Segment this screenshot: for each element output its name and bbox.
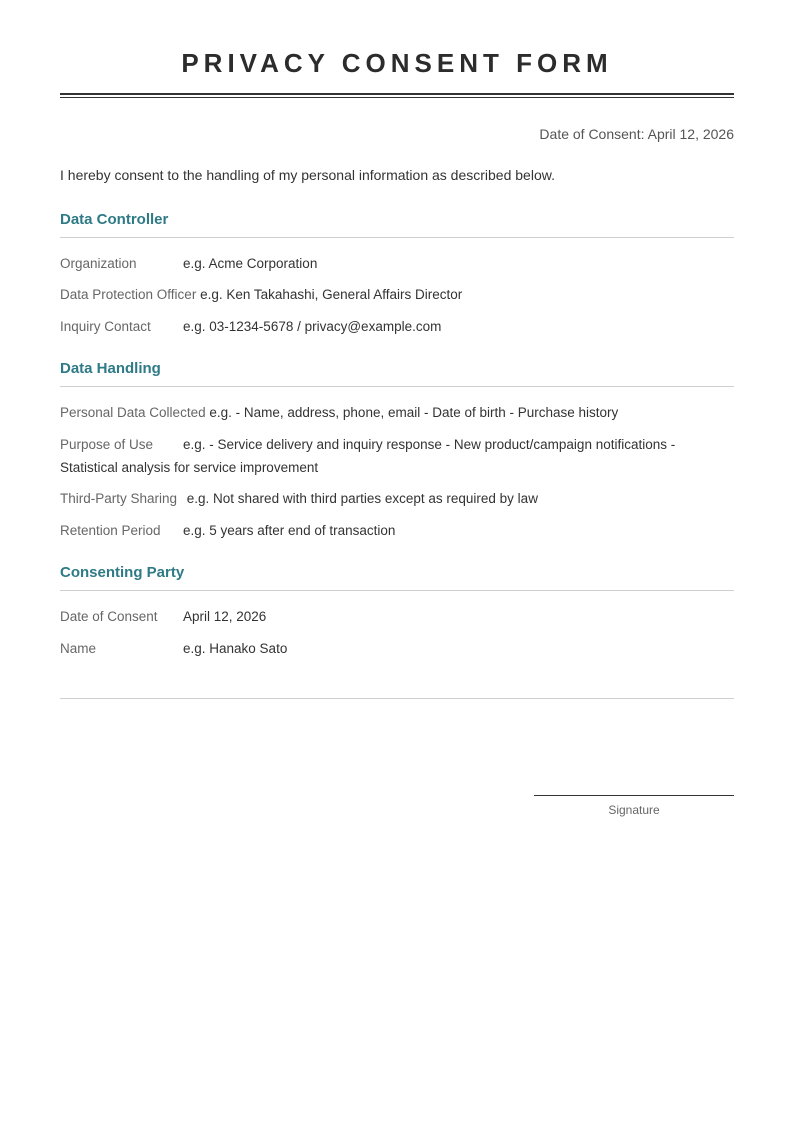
consent-date-line: Date of Consent: April 12, 2026	[539, 126, 734, 142]
section-rule	[60, 386, 734, 387]
signature-label: Signature	[608, 803, 660, 817]
field-label: Organization	[60, 256, 137, 271]
field-label: Data Protection Officer	[60, 287, 197, 302]
field-value: e.g. - Name, address, phone, email - Date of birth - Purchase history	[209, 405, 619, 420]
field-value: e.g. Not shared with third parties except as required by law	[186, 491, 538, 506]
field-row-organization	[60, 252, 734, 275]
field-label: Date of Consent	[60, 609, 158, 624]
field-value: April 12, 2026	[183, 609, 267, 624]
field-label: Inquiry Contact	[60, 319, 151, 334]
section-heading-consenting-party: Consenting Party	[60, 564, 185, 581]
field-label: Name	[60, 641, 97, 656]
field-value: e.g. - Service delivery and inquiry response - New product/campaign notifications - Statistical analysis for service improvement	[60, 437, 676, 475]
field-row-data-protection-officer	[60, 283, 734, 306]
field-value: e.g. Acme Corporation	[183, 256, 318, 271]
field-row-retention-period	[60, 519, 734, 542]
field-label: Personal Data Collected	[60, 405, 206, 420]
field-value: e.g. 03-1234-5678 / privacy@example.com	[183, 319, 442, 334]
intro-statement: I hereby consent to the handling of my personal information as described below.	[60, 167, 555, 183]
field-value: e.g. Ken Takahashi, General Affairs Director	[200, 287, 463, 302]
field-row-third-party-sharing	[60, 487, 734, 510]
field-row-personal-data-collected	[60, 401, 734, 424]
field-row-purpose-of-use	[60, 433, 734, 479]
field-label: Retention Period	[60, 523, 161, 538]
field-value: e.g. 5 years after end of transaction	[183, 523, 396, 538]
field-row-date-of-consent	[60, 605, 734, 628]
section-heading-data-handling: Data Handling	[60, 360, 161, 377]
field-value: e.g. Hanako Sato	[183, 641, 288, 656]
page-title: PRIVACY CONSENT FORM	[181, 48, 613, 78]
field-label: Third-Party Sharing	[60, 491, 178, 506]
field-label: Purpose of Use	[60, 437, 154, 452]
title-double-rule	[60, 93, 734, 98]
field-row-name	[60, 637, 734, 660]
signature-line	[534, 795, 734, 796]
footer-divider	[60, 698, 734, 699]
section-rule	[60, 237, 734, 238]
field-row-inquiry-contact	[60, 315, 734, 338]
section-heading-data-controller: Data Controller	[60, 211, 169, 228]
section-rule	[60, 590, 734, 591]
